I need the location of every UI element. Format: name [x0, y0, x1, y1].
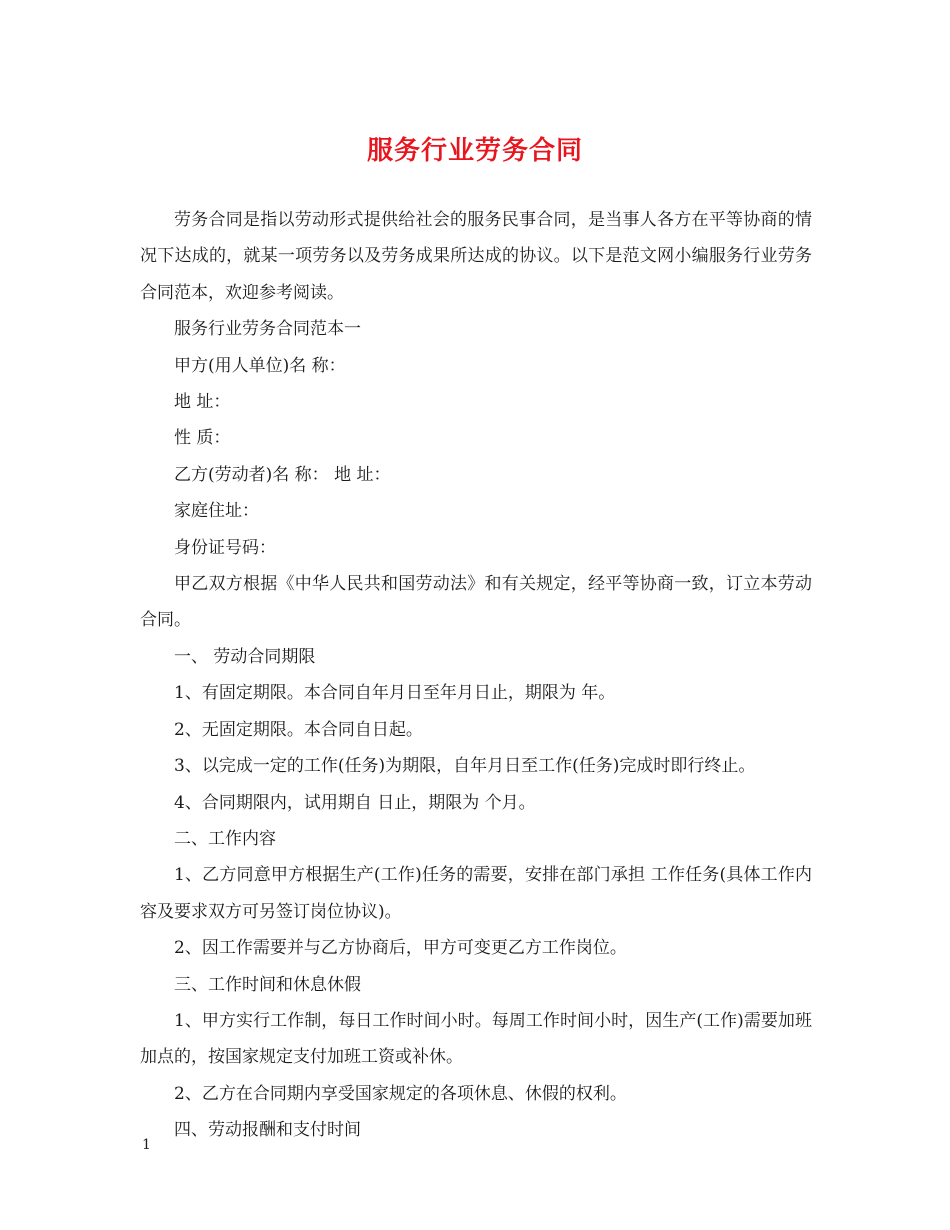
page-number: 1 — [142, 1137, 151, 1153]
clause-work-assignment: 1、乙方同意甲方根据生产(工作)任务的需要，安排在部门承担 工作任务(具体工作内容及要求双方可另签订岗位协议)。 — [140, 865, 812, 922]
clause-probation: 4、合同期限内，试用期自 日止，期限为 个月。 — [174, 792, 536, 813]
section-heading-remuneration: 四、劳动报酬和支付时间 — [174, 1120, 361, 1141]
paragraph-home-address: 家庭住址： — [174, 501, 259, 522]
paragraph-legal-basis: 甲乙双方根据《中华人民共和国劳动法》和有关规定，经平等协商一致，订立本劳动合同。 — [140, 574, 812, 631]
clause-work-hours: 1、甲方实行工作制，每日工作时间小时。每周工作时间小时，因生产(工作)需要加班加点的，按国家规定支付加班工资或补休。 — [140, 1010, 812, 1068]
paragraph-intro: 劳务合同是指以劳动形式提供给社会的服务民事合同，是当事人各方在平等协商的情况下达成的，就某一项劳务以及劳务成果所达成的协议。以下是范文网小编服务行业劳务合同范本，欢迎参考阅读。 — [140, 210, 812, 303]
document-body — [140, 202, 812, 1149]
clause-position-change: 2、因工作需要并与乙方协商后，甲方可变更乙方工作岗位。 — [174, 938, 627, 959]
clause-leave-rights: 2、乙方在合同期内享受国家规定的各项休息、休假的权利。 — [174, 1083, 627, 1104]
section-heading-work-content: 二、工作内容 — [174, 828, 276, 849]
section-heading-work-hours: 三、工作时间和休息休假 — [174, 974, 361, 995]
paragraph-sample-heading: 服务行业劳务合同范本一 — [174, 319, 361, 340]
paragraph-party-b-name-address: 乙方(劳动者)名 称： 地 址： — [174, 464, 391, 485]
clause-task-term: 3、以完成一定的工作(任务)为期限，自年月日至工作(任务)完成时即行终止。 — [174, 756, 756, 777]
paragraph-party-a-address: 地 址： — [174, 392, 231, 413]
paragraph-party-a-nature: 性 质： — [174, 428, 231, 449]
paragraph-party-a-name: 甲方(用人单位)名 称： — [174, 355, 346, 376]
clause-open-term: 2、无固定期限。本合同自日起。 — [174, 719, 423, 740]
clause-fixed-term: 1、有固定期限。本合同自年月日至年月日止，期限为 年。 — [174, 683, 616, 704]
paragraph-id-number: 身份证号码： — [174, 537, 276, 558]
document-title: 服务行业劳务合同 — [366, 136, 583, 166]
section-heading-contract-term: 一、 劳动合同期限 — [174, 646, 316, 667]
